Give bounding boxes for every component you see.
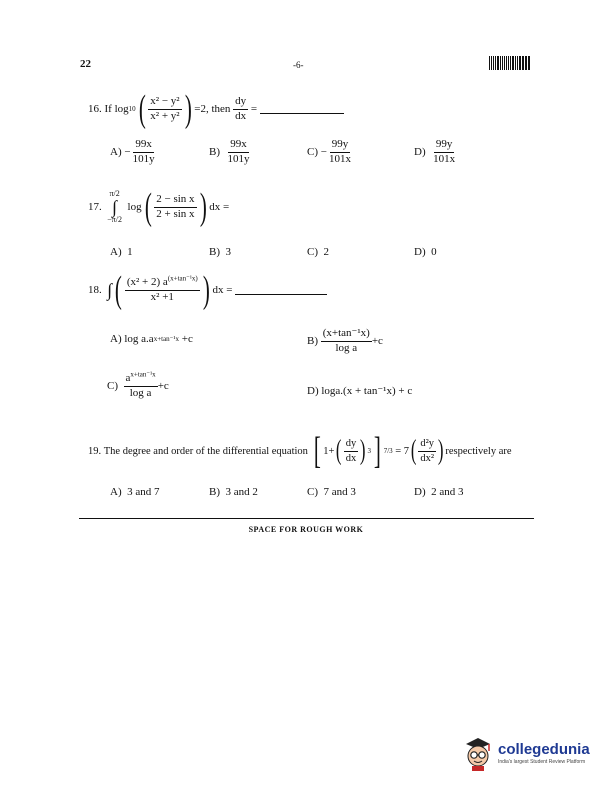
q17-tail: dx = <box>209 201 230 213</box>
q18-answer-blank <box>235 293 327 295</box>
mascot-icon <box>462 735 494 771</box>
page-center-label: -6- <box>293 60 304 70</box>
q16-option-b: B) $\frac{99x}{101y}$ <box>209 138 250 165</box>
rough-work-divider <box>79 518 534 519</box>
q17-lower-limit: −π/2 <box>107 215 123 224</box>
q18-num-main: (x² + 2) a <box>126 275 168 288</box>
page-number: 22 <box>80 58 91 70</box>
q16-if-text: If log <box>104 103 129 115</box>
q16-number: 16. <box>88 103 102 115</box>
q18-option-b: B) $\frac{\text{(x+tan⁻¹x)}}{\text{log a}}$ +c <box>307 327 383 354</box>
logo-tagline: India's largest Student Review Platform <box>498 758 586 765</box>
q19-option-c: C) 7 and 3 <box>307 486 356 498</box>
q19-lhs: [ 1+ ( $\frac{dy}{dx}$ ) 3 ] 7/3 <box>313 430 393 472</box>
q17-option-b: B) 3 <box>209 246 231 258</box>
q18-option-d: D) loga.(x + tan⁻¹x) + c <box>307 384 413 397</box>
q19-tail: respectively are <box>445 445 512 457</box>
q16-option-c: C) − $\frac{99y}{101x}$ <box>307 138 351 165</box>
q16-num: x² − y² <box>148 96 181 110</box>
q16-eq: = <box>250 103 258 115</box>
q17-option-d: D) 0 <box>414 246 437 258</box>
q16-log-argument: ( $\frac{\text{x² − y²}}{\text{x² + y²}}$ ) <box>138 88 192 130</box>
q17-option-c: C) 2 <box>307 246 329 258</box>
question-19: 19. The degree and order of the differential equation [ 1+ ( $\frac{dy}{dx}$ ) 3 ] 7/3 = 7 ( $\frac{\text{d²y}}{\text{dx²}}$ ) respectively are <box>88 430 512 472</box>
question-17: 17. π/2 ∫ −π/2 log ( $\frac{\text{2 − sin x}}{\text{2 + sin x}}$ ) dx = <box>88 186 230 228</box>
q17-den: 2 + sin x <box>156 207 195 220</box>
q16-dx: dx <box>235 109 247 122</box>
question-16: 16. If log 10 ( $\frac{\text{x² − y²}}{\text{x² + y²}}$ ) =2, then $\frac{dy}{dx}$ = <box>88 90 344 128</box>
q16-option-a: A) − $\frac{99x}{101y}$ <box>110 138 155 165</box>
q18-option-c: C) $\frac{a^{x+tan^{-1}x}}{\text{log a}}$ +c <box>107 370 169 399</box>
integral-sign-icon: ∫ <box>107 279 113 300</box>
q19-option-b: B) 3 and 2 <box>209 486 258 498</box>
question-18: 18. ∫ ( $\frac{(x^2 + 2) a^{(x+tan^{-1}x)}}{\text{x² +1}}$ ) dx = <box>88 271 327 309</box>
q17-number: 17. <box>88 201 102 213</box>
q17-num: 2 − sin x <box>154 194 196 208</box>
q16-equals: =2, then <box>194 103 231 115</box>
q17-log: log <box>127 201 142 213</box>
q18-tail: dx = <box>212 284 233 296</box>
collegedunia-logo <box>462 735 590 771</box>
logo-name: collegedunia <box>498 740 590 758</box>
q19-number: 19. <box>88 445 102 457</box>
q16-den: x² + y² <box>150 109 180 122</box>
q17-upper-limit: π/2 <box>109 189 120 198</box>
q19-eq7: = 7 <box>395 445 410 457</box>
q19-option-d: D) 2 and 3 <box>414 486 464 498</box>
q16-option-d: D) $\frac{99y}{101x}$ <box>414 138 456 165</box>
rough-work-label: SPACE FOR ROUGH WORK <box>248 525 364 534</box>
q17-option-a: A) 1 <box>110 246 133 258</box>
barcode <box>489 56 531 70</box>
q16-answer-blank <box>260 112 344 114</box>
integral-sign-icon: ∫ <box>112 197 118 217</box>
q19-text: The degree and order of the differential equation <box>103 445 308 457</box>
q17-integral <box>107 190 122 224</box>
q18-number: 18. <box>88 284 102 296</box>
q19-option-a: A) 3 and 7 <box>110 486 160 498</box>
q18-option-a: A) log a.a x+tan⁻¹x +c <box>110 333 193 345</box>
q16-dy: dy <box>233 96 248 110</box>
q18-num-sup: (x+tan⁻¹x) <box>167 274 198 283</box>
q18-den: x² +1 <box>150 290 174 303</box>
